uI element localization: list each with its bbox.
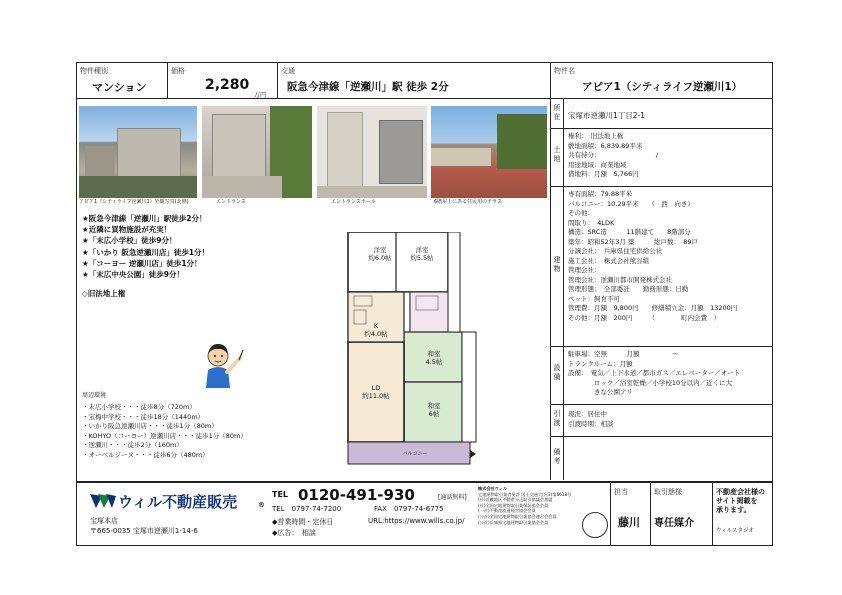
building-line: 管理費：月額 9,800円 修繕積立金：月額 13200円 bbox=[568, 304, 738, 312]
photo-caption-3: エントランスホール bbox=[331, 199, 376, 205]
facilities-details bbox=[568, 350, 740, 398]
tel-free-note: [通話無料] bbox=[438, 494, 467, 501]
photo-caption-4: 6階屋上にある住民用のテラス bbox=[434, 199, 503, 205]
highlight-item: ★「いかり 阪急逆瀬川店」徒歩1分！ bbox=[82, 247, 210, 257]
facilities-label: 設備 bbox=[553, 364, 561, 381]
room-japanese-1: 和室 4.5帖 bbox=[425, 350, 443, 366]
room-western-2: 洋室 約5.5帖 bbox=[410, 246, 434, 262]
entrance-photo bbox=[202, 106, 312, 198]
type-value: マンション bbox=[92, 81, 147, 94]
handover-line: 引渡時期：相談 bbox=[568, 419, 614, 428]
company-logo-icon bbox=[88, 490, 116, 512]
land-line: 借地料：月額 5,766円 bbox=[568, 170, 639, 178]
photo-caption-1: アピア1（シティライフ逆瀬川1）外観写真(北側) bbox=[79, 199, 189, 205]
highlights-list bbox=[82, 213, 209, 299]
exterior-photo bbox=[79, 106, 197, 198]
company-name: ウィル不動産販売 bbox=[118, 493, 238, 511]
building-line: 専有面積：79.88平米 bbox=[568, 190, 633, 198]
website-url[interactable]: URL:https://www.wills.co.jp/ bbox=[368, 517, 465, 525]
mascot-illustration bbox=[196, 336, 248, 388]
fax-number: FAX 0797-74-6775 bbox=[374, 505, 444, 513]
highlight-item: ★「末広小学校」徒歩9分！ bbox=[82, 236, 177, 246]
building-label: 建物 bbox=[553, 256, 561, 273]
staff-label: 担当 bbox=[614, 488, 628, 496]
price-unit: 万円 bbox=[254, 92, 267, 99]
land-line: 用途地域：商業地域 bbox=[568, 160, 627, 169]
room-balcony: バルコニー bbox=[402, 451, 428, 457]
staff-name: 藤川 bbox=[618, 516, 640, 529]
floor-plan bbox=[340, 232, 510, 478]
handover-label: 引渡 bbox=[553, 410, 561, 427]
nearby-item: ・末広小学校・・・徒歩8分（720m） bbox=[82, 403, 196, 411]
name-label: 物件名 bbox=[554, 67, 575, 75]
photo-caption-2: エントランス bbox=[216, 199, 246, 205]
building-line: 構造：SRC造 11階建て 8階部分 bbox=[568, 228, 691, 236]
facilities-line: 駐車場：空無 月額 〜 bbox=[568, 350, 679, 358]
facilities-line: 設備： 電気／上下水道／都市ガス／エレベーター／オート bbox=[568, 369, 741, 377]
nearby-list bbox=[82, 403, 247, 460]
price-value: 2,280 bbox=[205, 77, 250, 93]
remarks-label: 備考 bbox=[553, 448, 561, 465]
property-name: アピア1（シティライフ逆瀬川1） bbox=[582, 81, 743, 93]
transaction-label: 取引態様 bbox=[654, 488, 682, 496]
branch-address: 〒665-0035 宝塚市逆瀬川1-14-6 bbox=[90, 527, 198, 535]
building-line: 間取り： 4LDK bbox=[568, 218, 615, 227]
building-line: ペット：飼育不可 bbox=[568, 294, 620, 303]
association-seal-icon bbox=[582, 512, 608, 538]
tel-number[interactable]: TEL 0797-74-7200 bbox=[272, 505, 342, 513]
building-line: その他： bbox=[568, 209, 594, 217]
building-line: 管理会社： bbox=[568, 266, 601, 274]
license-info: 株式会社ウィル 宅地建物取引業者免許 国土交通大臣(3)第6618号 (社)近畿地区不動産公正取引協議会加盟 (社)全国宅地建物取引業保証協会会員 (一社)不動産流通経営協会会員 (公社)全国宅地建物取引業協会連合会会員 (公社)兵庫県宅地建物取引業協会会員 bbox=[478, 486, 572, 525]
location-value: 宝塚市逆瀬川1丁目2-1 bbox=[568, 111, 646, 120]
land-line: 権利： 旧法地上権 bbox=[568, 132, 624, 140]
facilities-line: ロック／浴室乾燥／小学校10分以内／近くに大 bbox=[568, 378, 733, 387]
location-label: 所在 bbox=[553, 104, 561, 121]
nearby-item: ・オーベルジーヌ・・・徒歩6分（480m） bbox=[82, 450, 209, 459]
highlight-item: ◇旧法地上権 bbox=[82, 289, 126, 299]
listing-notice: 不動産会社様の サイト掲載を 承ります。 bbox=[716, 488, 765, 514]
hall-photo bbox=[317, 106, 427, 198]
facilities-line: きな公園アリ bbox=[568, 388, 633, 396]
building-line: その他：月額 200円 （ 町内会費 ） bbox=[568, 313, 721, 322]
building-line: 築年：昭和52年3月 築 総戸数： 89戸 bbox=[568, 237, 698, 246]
facilities-line: トランクルーム：月額 bbox=[568, 359, 633, 368]
room-ldk: LD 約11.0帖 bbox=[362, 384, 390, 400]
nearby-item: ・逆瀬川・・・徒歩2分（160m） bbox=[82, 441, 183, 449]
ad-permission: ◆広告： 相談 bbox=[272, 529, 316, 537]
branch-name: 宝塚本店 bbox=[90, 517, 118, 525]
building-line: バルコニー：10.29平米 （ 西 向き） bbox=[568, 199, 694, 208]
highlight-item: ★近隣に買物施設が充実！ bbox=[82, 225, 172, 235]
tel-free-number[interactable]: 0120-491-930 bbox=[298, 486, 415, 504]
building-line: 管理形態： 全部委託 勤務形態：日勤 bbox=[568, 285, 689, 293]
building-line: 分譲会社： 兵庫県住宅供給公社 bbox=[568, 247, 663, 255]
land-details bbox=[568, 132, 658, 180]
highlight-item: ★「末広中央公園」徒歩9分！ bbox=[82, 270, 184, 280]
land-label: 土地 bbox=[553, 146, 561, 163]
nearby-item: ・KOHYO（コーヨー）逆瀬川店・・・徒歩1分（80m） bbox=[82, 431, 247, 440]
listing-notice-sub: ウィルスタジオ bbox=[716, 528, 755, 534]
transaction-type: 専任媒介 bbox=[654, 518, 694, 529]
nearby-item: ・宝梅中学校・・・徒歩18分（1440m） bbox=[82, 412, 205, 421]
room-western-1: 洋室 約6.0帖 bbox=[368, 246, 392, 262]
access-label: 交通 bbox=[281, 67, 295, 75]
land-line: 共有持分： / bbox=[568, 151, 658, 159]
type-label: 物件種別 bbox=[80, 67, 108, 75]
highlight-item: ★阪急今津線「逆瀬川」駅徒歩2分！ bbox=[82, 214, 207, 223]
highlight-item: ★「コーヨー 逆瀬川店」徒歩1分！ bbox=[82, 258, 202, 268]
room-kitchen: K 約4.0帖 bbox=[364, 322, 388, 338]
registered-mark: ® bbox=[258, 501, 265, 509]
access-value: 阪急今津線「逆瀬川」駅 徒歩 2分 bbox=[287, 81, 449, 93]
building-line: 施工会社： 株式会社熊谷組 bbox=[568, 256, 650, 265]
business-hours: ◆営業時間・定休日 bbox=[272, 518, 334, 526]
building-line: 管理会社：逆瀬川都市開発株式会社 bbox=[568, 275, 672, 284]
nearby-item: ・いかり阪急逆瀬川店・・・徒歩1分（80m） bbox=[82, 422, 218, 430]
handover-line: 現況：居住中 bbox=[568, 410, 607, 418]
tel-label: TEL bbox=[272, 490, 289, 499]
land-line: 敷地面積：6,839.89平米 bbox=[568, 141, 643, 150]
handover-details bbox=[568, 410, 614, 429]
terrace-photo bbox=[431, 106, 547, 198]
nearby-title: 周辺環境 bbox=[82, 392, 107, 399]
price-label: 価格 bbox=[171, 67, 185, 75]
room-japanese-2: 和室 6帖 bbox=[427, 402, 441, 418]
building-details bbox=[568, 190, 737, 323]
